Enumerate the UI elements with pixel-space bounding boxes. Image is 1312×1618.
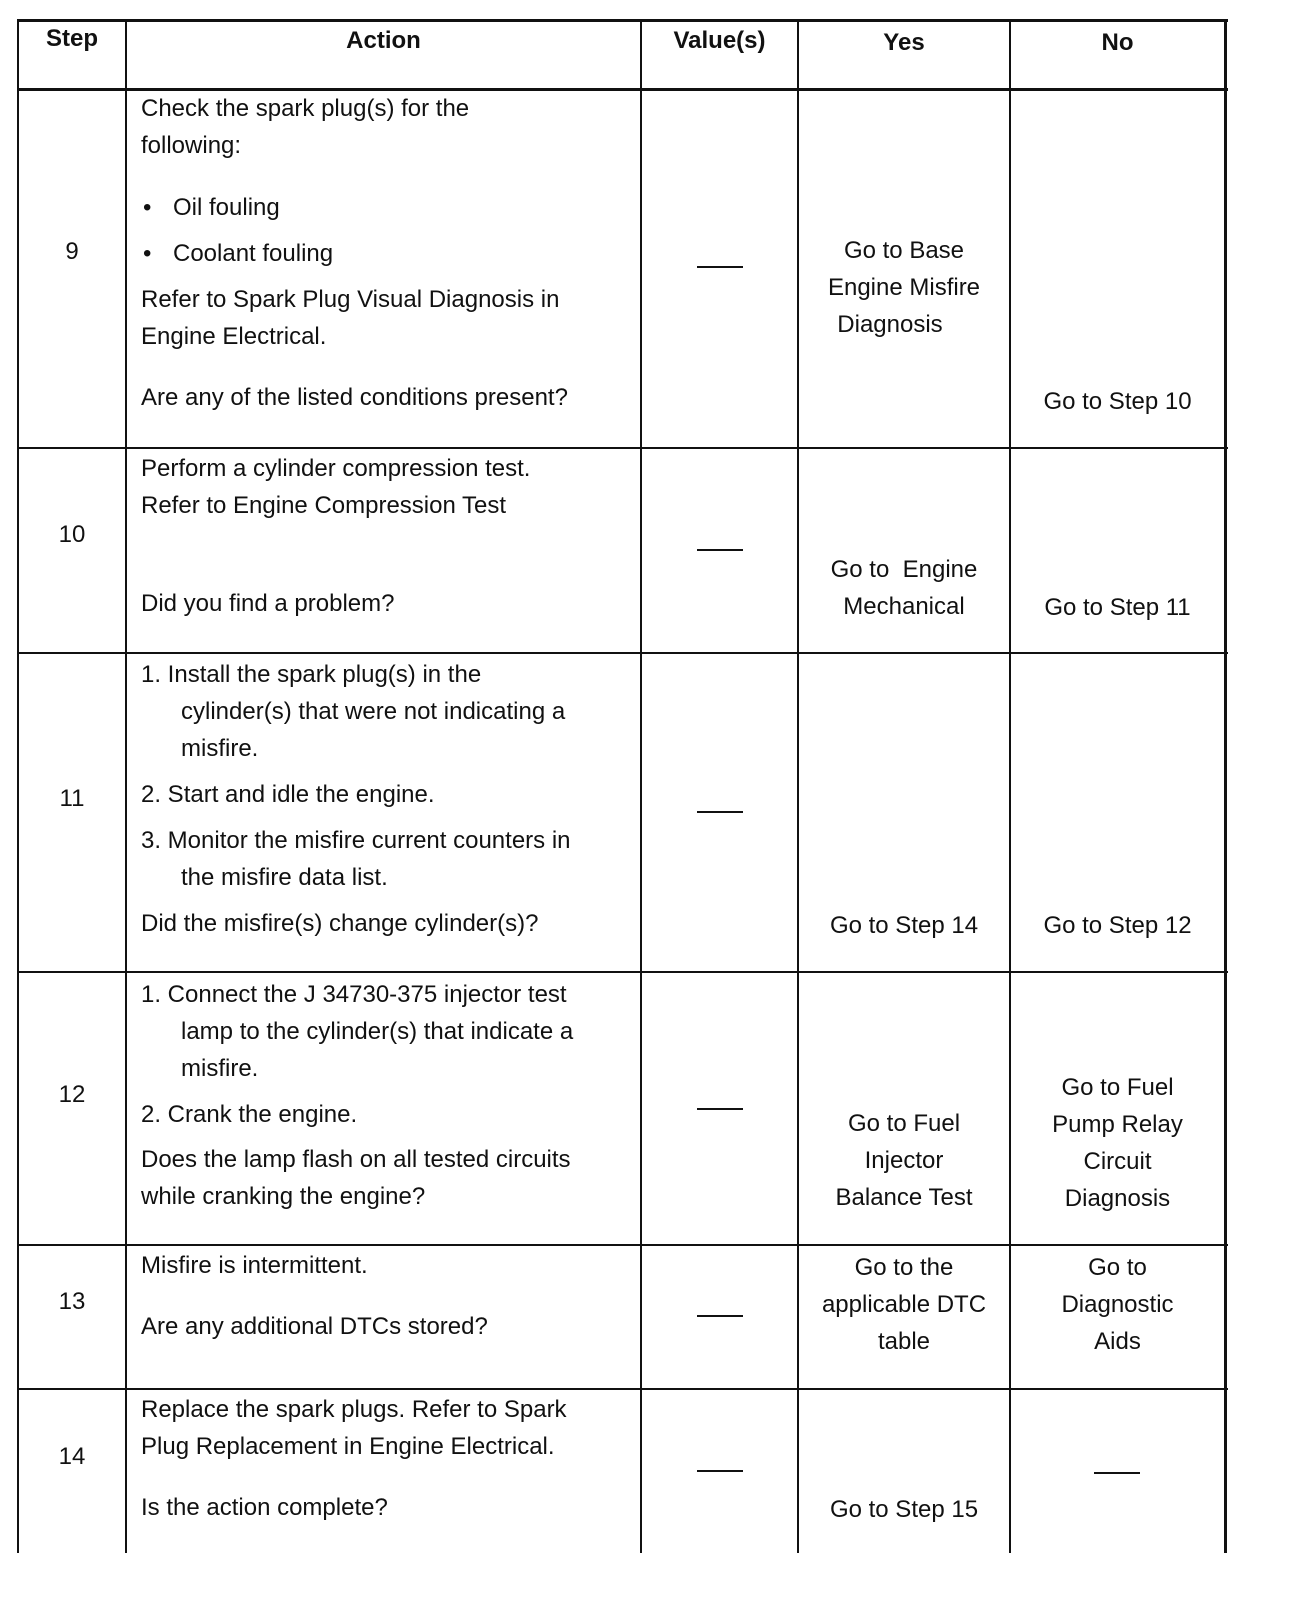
table-right-border xyxy=(1224,19,1227,1553)
header-step: Step xyxy=(45,25,98,52)
action-line: Refer to Engine Compression Test xyxy=(141,492,507,519)
row-divider xyxy=(18,971,1228,973)
item-line: 1. Install the spark plug(s) in the xyxy=(141,661,482,688)
step-number: 11 xyxy=(59,785,85,812)
step-number: 10 xyxy=(58,521,86,548)
yes-result xyxy=(799,1249,1009,1360)
no-result xyxy=(1011,589,1224,626)
row-divider xyxy=(18,447,1228,449)
yes-line: applicable DTC xyxy=(821,1291,987,1318)
no-line: Pump Relay xyxy=(1052,1111,1183,1138)
no-line: Circuit xyxy=(1083,1148,1152,1175)
no-line: Diagnostic xyxy=(1061,1291,1174,1318)
numbered-item xyxy=(141,976,636,1087)
no-line: Go to Fuel xyxy=(1061,1074,1174,1101)
no-line: Aids xyxy=(1094,1328,1141,1355)
action-text xyxy=(141,90,636,416)
action-line: Perform a cylinder compression test. xyxy=(141,455,531,482)
yes-line: Diagnosis xyxy=(837,311,943,338)
no-line: Go to Step 10 xyxy=(1043,388,1192,415)
action-line: following: xyxy=(141,132,242,159)
question: Are any of the listed conditions present? xyxy=(141,384,568,411)
numbered-item: 2. Start and idle the engine. xyxy=(141,781,435,808)
yes-result xyxy=(799,551,1009,625)
row-divider xyxy=(18,1388,1228,1390)
action-line: Plug Replacement in Engine Electrical. xyxy=(141,1433,555,1460)
bullet-item: • Oil fouling xyxy=(141,189,636,226)
no-result xyxy=(1011,1249,1224,1360)
value-dash xyxy=(697,549,743,551)
question: Did you find a problem? xyxy=(141,590,395,617)
action-text xyxy=(141,1391,636,1526)
no-result xyxy=(1011,1069,1224,1217)
step-number: 13 xyxy=(58,1288,86,1315)
item-line: misfire. xyxy=(181,735,259,762)
yes-line: Go to the xyxy=(854,1254,954,1281)
numbered-item xyxy=(141,656,636,767)
item-line: misfire. xyxy=(181,1055,259,1082)
yes-result xyxy=(799,907,1009,944)
no-line: Go to Step 11 xyxy=(1044,594,1191,621)
spacer xyxy=(141,164,636,186)
question: Does the lamp flash on all tested circuits xyxy=(141,1146,571,1173)
action-text xyxy=(141,656,636,942)
question: Is the action complete? xyxy=(141,1494,388,1521)
no-line: Diagnosis xyxy=(1064,1185,1171,1212)
action-text xyxy=(141,1247,636,1345)
step-number: 9 xyxy=(65,238,79,265)
yes-line: Go to Base xyxy=(843,237,965,264)
action-line: Engine Electrical. xyxy=(141,323,327,350)
action-text xyxy=(141,976,636,1215)
yes-line: Go to Fuel xyxy=(847,1110,961,1137)
header-action: Action xyxy=(346,27,421,54)
action-line: Check the spark plug(s) for the xyxy=(141,95,470,122)
no-value-dash xyxy=(1094,1472,1140,1474)
yes-line: Injector xyxy=(864,1147,944,1174)
item-line: 3. Monitor the misfire current counters in xyxy=(141,827,571,854)
yes-line: Go to Step 15 xyxy=(829,1496,979,1523)
step-number: 14 xyxy=(58,1443,86,1470)
column-divider xyxy=(125,19,127,1553)
yes-result xyxy=(799,232,1009,343)
action-line: Misfire is intermittent. xyxy=(141,1252,368,1279)
yes-line: Mechanical xyxy=(843,593,965,620)
yes-result xyxy=(799,1105,1009,1216)
no-result xyxy=(1011,907,1224,944)
value-dash xyxy=(697,1470,743,1472)
no-line: Go to Step 12 xyxy=(1043,912,1192,939)
question: Are any additional DTCs stored? xyxy=(141,1313,488,1340)
value-dash xyxy=(697,1108,743,1110)
yes-line: Balance Test xyxy=(835,1184,973,1211)
row-divider xyxy=(18,1244,1228,1246)
step-number: 12 xyxy=(58,1081,86,1108)
question: while cranking the engine? xyxy=(141,1183,426,1210)
header-yes: Yes xyxy=(883,29,925,56)
item-line: the misfire data list. xyxy=(181,864,388,891)
yes-result xyxy=(799,1491,1009,1528)
item-line: 1. Connect the J 34730-375 injector test xyxy=(141,981,567,1008)
numbered-item xyxy=(141,822,636,896)
header-no: No xyxy=(1101,29,1134,56)
header-values: Value(s) xyxy=(673,27,766,54)
yes-line: table xyxy=(877,1328,931,1355)
numbered-item: 2. Crank the engine. xyxy=(141,1101,358,1128)
item-line: lamp to the cylinder(s) that indicate a xyxy=(181,1018,574,1045)
yes-line: Engine Misfire xyxy=(827,274,981,301)
question: Did the misfire(s) change cylinder(s)? xyxy=(141,910,539,937)
column-divider xyxy=(640,19,642,1553)
value-dash xyxy=(697,266,743,268)
bullet-item: • Coolant fouling xyxy=(141,235,636,272)
no-line: Go to xyxy=(1088,1254,1147,1281)
value-dash xyxy=(697,811,743,813)
yes-line: Go to Step 14 xyxy=(829,912,979,939)
action-line: Refer to Spark Plug Visual Diagnosis in xyxy=(141,286,560,313)
value-dash xyxy=(697,1315,743,1317)
row-divider xyxy=(18,652,1228,654)
no-result xyxy=(1011,383,1224,420)
action-line: Replace the spark plugs. Refer to Spark xyxy=(141,1396,567,1423)
action-text xyxy=(141,450,636,622)
item-line: cylinder(s) that were not indicating a xyxy=(181,698,566,725)
yes-line: Go to Engine xyxy=(830,556,978,583)
